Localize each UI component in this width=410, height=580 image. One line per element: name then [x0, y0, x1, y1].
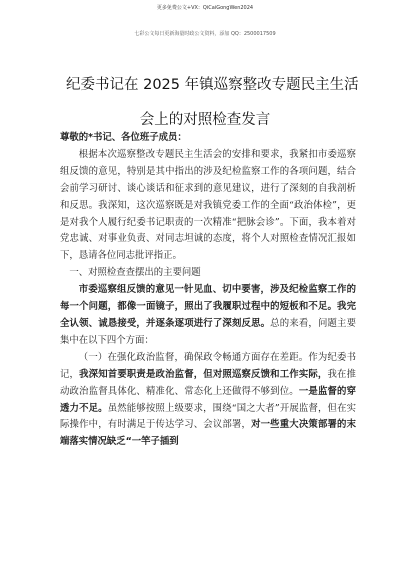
item-1-text-3: 虽然能够按照上级要求，围绕“国之大者”开展监督，但在实际操作中，有时满足于传达学习、会议部署，: [60, 402, 356, 431]
item-1-label: （一）在强化政治监督，确保政令畅通方面存在差距。: [78, 351, 309, 363]
document-title-line-1: 纪委书记在 2025 年镇巡察整改专题民主生活: [66, 77, 359, 93]
intro-paragraph: 根据本次巡察整改专题民主生活会的安排和要求，我紧扣市委巡察组反馈的意见，特别是其中指出的涉及纪检监察工作的各项问题，结合会前学习研讨、谈心谈话和征求到的意见建议，进行了深刻的自我剖析和反思。我深知，这次巡察既是对我镇党委工作的全面“政治体检”，更是对我个人履行纪委书记职责的一次精准“把脉会诊”。下面，我本着对党忠诚、对事业负责、对同志坦诚的态度，将个人对照检查情况汇报如下，恳请各位同志批评指正。: [60, 148, 356, 262]
item-1-text-1: 作为纪委书记，: [60, 351, 356, 380]
section-heading-1: 一、对照检查查摆出的主要问题: [69, 267, 201, 279]
header-promo-line: 更多免费公文+VX：QiCaiGongWen2024: [156, 5, 254, 11]
document-title-line-2: 会上的对照检查发言: [139, 112, 271, 128]
section-1-lead-bold: 市委巡察组反馈的意见一针见血、切中要害，涉及纪检监察工作的每一个问题，都像一面镜子，照出了我履职过程中的短板和不足。我完全认领、诚恳接受，并逐条逐项进行了深刻反思。: [60, 284, 356, 329]
item-1-bold-1: 我深知首要职责是政治监督，但对照巡察反馈和工作实际，: [79, 368, 328, 380]
document-body: [60, 130, 356, 451]
header-note-line: 七彩公文每日更新海量时政公文资料，添加 QQ：2500017509: [134, 31, 276, 37]
item-1-paragraph: [60, 350, 356, 451]
section-1-lead-plain: 总的来看，问题主要集中在以下四个方面：: [60, 317, 356, 346]
item-1-bold-3: 对一些重大决策部署的末端落实情况缺乏“一竿子插到: [60, 419, 356, 448]
item-1-bold-2: 一是监督的穿透力不足。: [60, 385, 356, 414]
item-1-text-2: 我在推动政治监督具体化、精准化、常态化上还做得不够到位。: [60, 368, 356, 397]
section-1-lead-paragraph: [60, 282, 356, 350]
salutation: 尊敬的*书记、各位班子成员：: [60, 132, 187, 143]
